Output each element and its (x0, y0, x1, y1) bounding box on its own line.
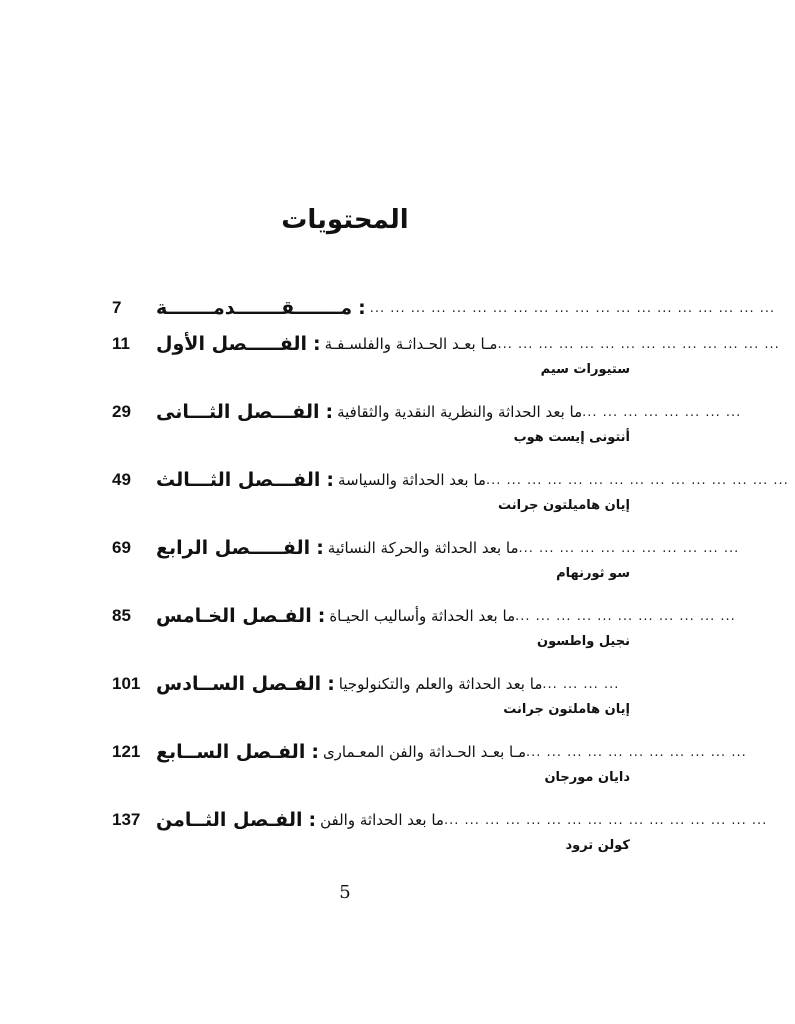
toc-entry-chapter-6 (112, 668, 630, 736)
toc-row (112, 600, 736, 632)
dot-leader: ... ... ... ... ... ... ... ... ... ... ... ... ... ... (497, 336, 780, 352)
chapter-title: ما بعد الحداثة وأساليب الحيـاة (329, 607, 516, 625)
toc-row (112, 532, 740, 564)
chapter-author: سو ثورنهام (556, 566, 630, 581)
colon-separator: : (327, 673, 335, 695)
dot-leader: ... ... ... ... ... ... ... ... ... ... ... (518, 540, 740, 556)
toc-row (112, 736, 747, 768)
toc-line (156, 741, 753, 763)
colon-separator: : (326, 469, 334, 491)
chapter-author: ستيورات سيم (540, 362, 630, 377)
toc-entry-chapter-5 (112, 600, 736, 668)
table-of-contents (112, 292, 789, 872)
chapter-label: الفـصل الخـامس (156, 605, 312, 627)
chapter-title: مـا بعـد الحـداثة والفن المعـمارى (322, 743, 527, 761)
dot-leader: ... ... ... ... ... ... ... ... ... ... ... ... ... ... ... ... ... ... ... ... (369, 300, 776, 316)
page-number: 101 (112, 674, 141, 693)
chapter-label: الفـــصل الثـــانى (156, 401, 320, 423)
chapter-title: ما بعد الحداثة والفن (320, 811, 444, 829)
chapter-author: كولن ترود (565, 838, 630, 853)
chapter-author: إيان هاميلتون جرانت (497, 498, 630, 513)
toc-entry-chapter-3 (112, 464, 789, 532)
page-number: 7 (112, 298, 122, 317)
toc-line (156, 297, 781, 319)
toc-row (112, 668, 630, 700)
toc-row (112, 292, 776, 324)
toc-entry-chapter-4 (112, 532, 740, 600)
chapter-title: ما بعد الحداثة والنظرية النقدية والثقافية (337, 403, 583, 421)
toc-entry-chapter-1 (112, 328, 780, 396)
chapter-label: الفـصل الســادس (156, 673, 322, 695)
page-number: 49 (112, 470, 131, 489)
toc-row (112, 328, 780, 360)
chapter-author: أنتونى إيست هوب (513, 430, 630, 445)
chapter-title: ما بعد الحداثة والسياسة (337, 471, 486, 489)
chapter-author: دايان مورجان (544, 770, 630, 785)
chapter-title: مـا بعـد الحـداثـة والفلسـفـة (324, 335, 498, 353)
toc-line (156, 333, 786, 355)
page-folio-number: 5 (339, 882, 351, 903)
colon-separator: : (311, 741, 319, 763)
toc-entry-introduction (112, 292, 776, 328)
page-number: 137 (112, 810, 141, 829)
toc-row (112, 396, 742, 428)
colon-separator: : (308, 809, 317, 831)
colon-separator: : (358, 297, 366, 319)
page-number: 69 (112, 538, 131, 557)
toc-line (156, 469, 795, 491)
toc-entry-chapter-8 (112, 804, 768, 872)
page-number: 85 (112, 606, 131, 625)
chapter-title: ما بعد الحداثة والعلم والتكنولوجيا (338, 675, 543, 693)
dot-leader: ... ... ... ... ... ... ... ... ... ... ... ... ... ... ... (485, 472, 789, 488)
page-number: 121 (112, 742, 141, 761)
toc-entry-chapter-2 (112, 396, 742, 464)
colon-separator: : (313, 333, 321, 355)
chapter-author: نجيل واطسون (537, 634, 630, 649)
toc-row (112, 804, 768, 836)
chapter-author: إيان هاملتون جرانت (503, 702, 630, 717)
chapter-label: مـــــــقـــــــدمـــــــة (156, 297, 353, 319)
colon-separator: : (317, 605, 326, 627)
dot-leader: ... ... ... ... ... ... ... ... ... ... ... (515, 608, 736, 624)
chapter-label: الفـــــصل الرابع (156, 537, 311, 559)
dot-leader: ... ... ... ... ... ... ... ... ... ... ... (526, 744, 747, 760)
colon-separator: : (316, 537, 324, 559)
toc-row (112, 464, 789, 496)
toc-line (156, 809, 773, 831)
toc-line (156, 537, 745, 559)
toc-entry-chapter-7 (112, 736, 747, 804)
dot-leader: ... ... ... ... (542, 676, 620, 692)
toc-line (156, 605, 742, 627)
toc-line (156, 673, 630, 695)
chapter-label: الفـــــصل الأول (156, 333, 308, 355)
page-title: المحتويات (281, 205, 409, 235)
page-number: 11 (112, 334, 130, 353)
dot-leader: ... ... ... ... ... ... ... ... ... ... ... ... ... ... ... ... (443, 812, 768, 828)
colon-separator: : (325, 401, 334, 423)
toc-line (156, 401, 747, 423)
chapter-label: الفـصل الســابع (156, 741, 306, 763)
dot-leader: ... ... ... ... ... ... ... ... (582, 404, 742, 420)
chapter-title: ما بعد الحداثة والحركة النسائية (327, 539, 519, 557)
chapter-label: الفـصل الثــامن (156, 809, 303, 831)
chapter-label: الفـــصل الثـــالث (156, 469, 321, 491)
page-number: 29 (112, 402, 131, 421)
